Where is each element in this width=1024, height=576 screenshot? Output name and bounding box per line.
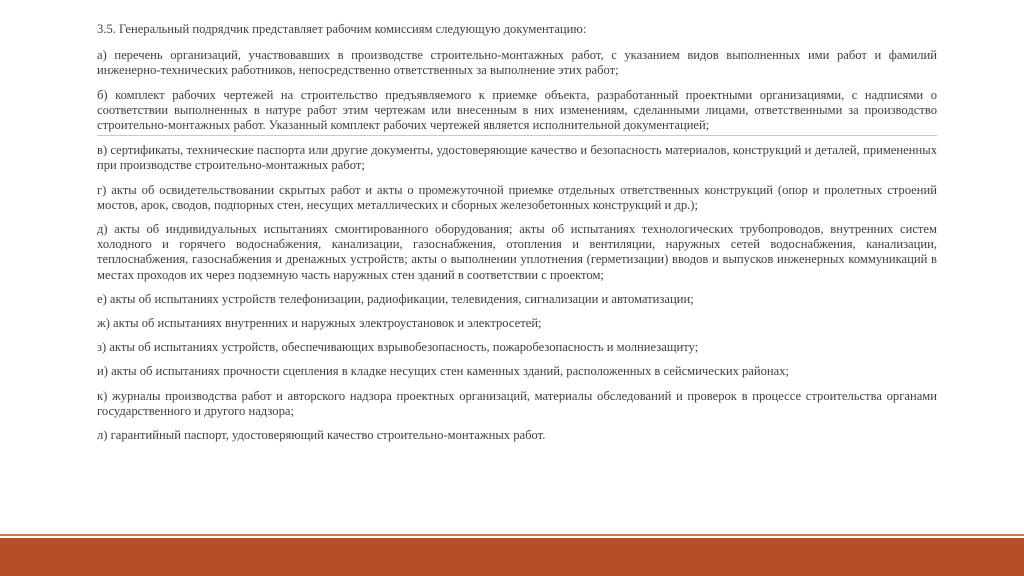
list-item-e: е) акты об испытаниях устройств телефонизации, радиофикации, телевидения, сигнализации и автоматизации; [97,291,694,306]
list-item-z: з) акты об испытаниях устройств, обеспечивающих взрывобезопасность, пожаробезопасность и молниезащиту; [97,340,699,355]
list-item-v: в) сертификаты, технические паспорта или другие документы, удостоверяющие качество и безопасность материалов, конструкций и деталей, примененных при производстве строительно-монтажных работ; [97,143,937,173]
list-item-l: л) гарантийный паспорт, удостоверяющий качество строительно-монтажных работ. [97,428,546,443]
list-item-zh: ж) акты об испытаниях внутренних и наружных электроустановок и электросетей; [97,316,542,331]
list-item-k: к) журналы производства работ и авторского надзора проектных организаций, материалы обследований и проверок в процессе строительства органами государственного и другого надзора; [97,388,937,418]
list-item-a: а) перечень организаций, участвовавших в производстве строительно-монтажных работ, с указанием видов выполненных ими работ и фамилий инженерно-технических работников, непосредственно ответственных за выполнение этих работ; [97,48,937,78]
footer-accent-bar [0,538,1024,576]
divider [97,135,937,136]
section-heading: 3.5. Генеральный подрядчик представляет рабочим комиссиям следующую документацию: [97,22,587,36]
list-item-i: и) акты об испытаниях прочности сцепления в кладке несущих стен каменных зданий, расположенных в сейсмических районах; [97,364,790,379]
document-body [97,22,937,452]
list-item-d: д) акты об индивидуальных испытаниях смонтированного оборудования; акты об испытаниях технологических трубопроводов, внутренних систем холодного и горячего водоснабжения, канализации, газоснабжения, отопления и вентиляции, наружных сетей водоснабжения, канализации, теплоснабжения, газоснабжения и дренажных устройств; акты о выполнении уплотнения (герметизации) вводов и выпусков инженерных коммуникаций в местах проходов их через подземную часть наружных стен зданий в соответствии с проектом; [97,222,937,282]
list-item-g: г) акты об освидетельствовании скрытых работ и акты о промежуточной приемке отдельных ответственных конструкций (опор и пролетных строений мостов, арок, сводов, подпорных стен, несущих металлических и сборных железобетонных конструкций и др.); [97,182,937,212]
footer-accent-line [0,534,1024,536]
list-item-b: б) комплект рабочих чертежей на строительство предъявляемого к приемке объекта, разработанный проектными организациями, с надписями о соответствии выполненных в натуре работ этим чертежам или внесенным в них изменениям, сделанными лицами, ответственными за производство строительно-монтажных работ. Указанный комплект рабочих чертежей является исполнительной документацией; [97,87,937,133]
